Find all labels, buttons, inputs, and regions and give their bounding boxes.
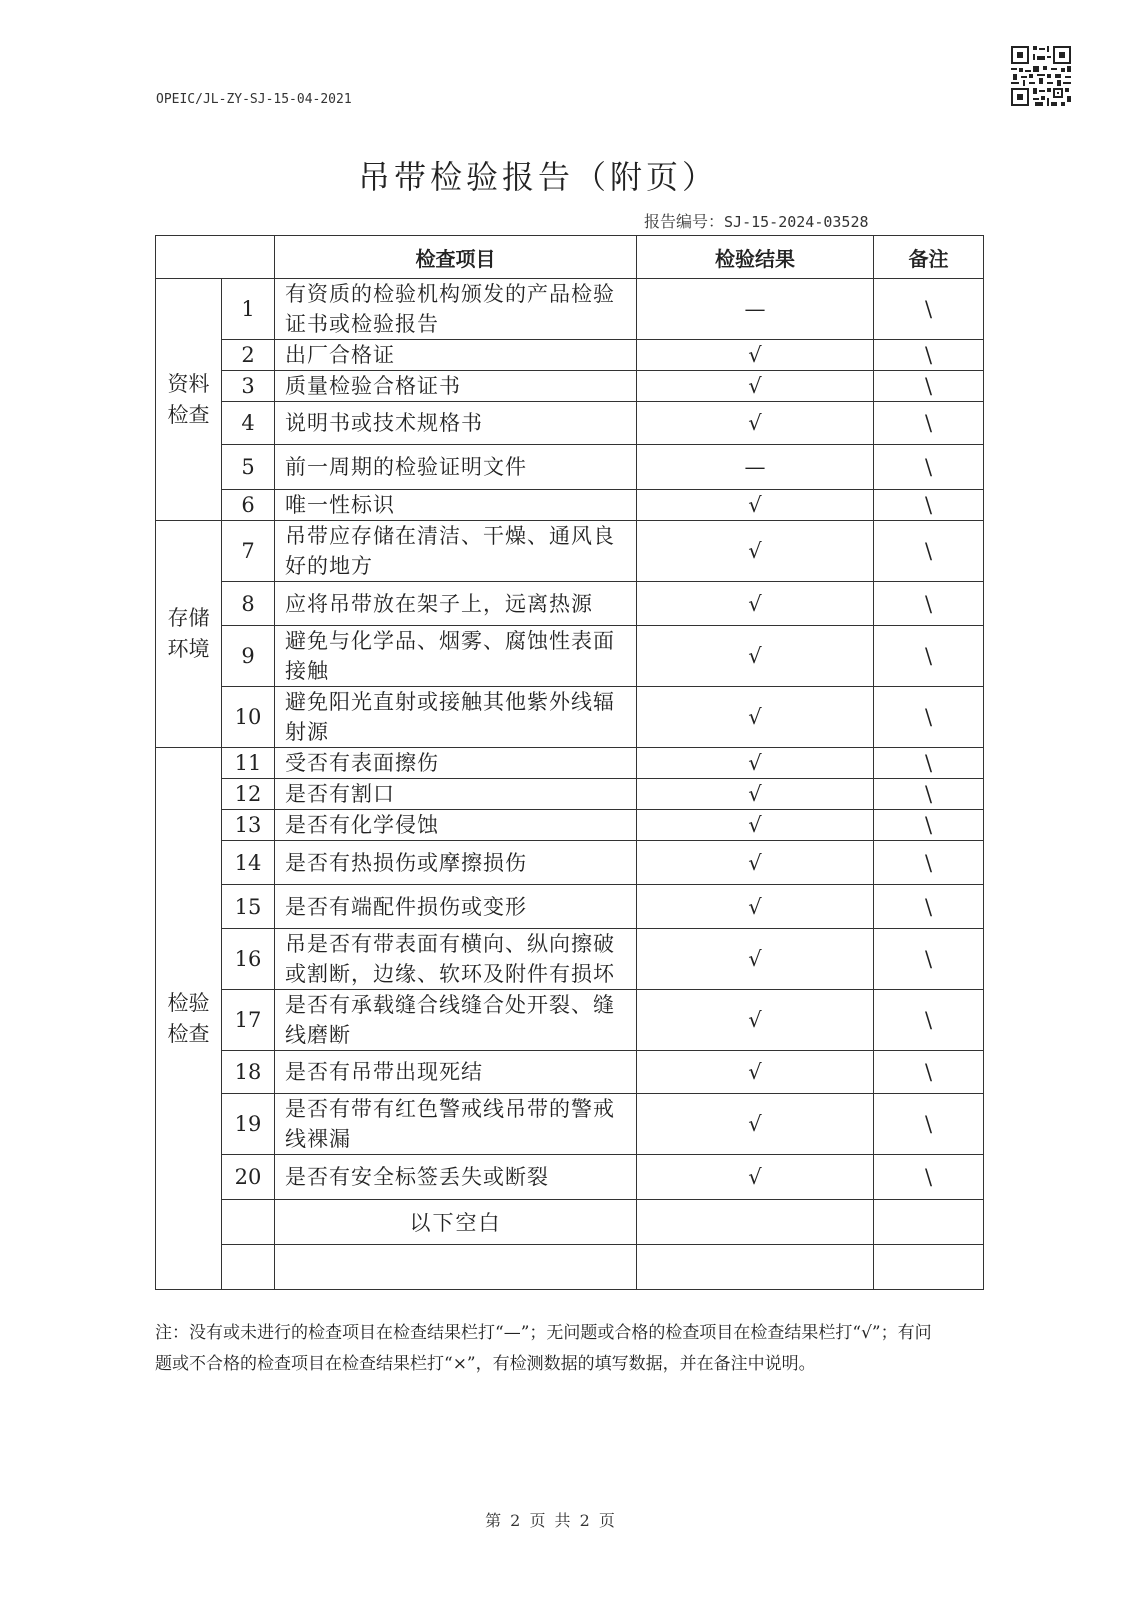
row-result: √	[637, 1094, 874, 1155]
row-result: √	[637, 402, 874, 445]
row-item-text: 是否有安全标签丢失或断裂	[275, 1155, 637, 1200]
row-result: √	[637, 810, 874, 841]
table-row	[156, 445, 984, 490]
row-result: √	[637, 626, 874, 687]
row-number: 4	[222, 402, 275, 445]
row-result: √	[637, 841, 874, 885]
row-remark-empty	[874, 1200, 984, 1245]
category-label-line1: 检验	[167, 990, 210, 1015]
category-label-line1: 存储	[167, 606, 210, 630]
qr-code-icon	[1009, 44, 1073, 108]
row-number: 18	[222, 1051, 275, 1094]
row-item-text: 是否有热损伤或摩擦损伤	[275, 841, 637, 885]
row-number: 9	[222, 626, 275, 687]
row-number: 13	[222, 810, 275, 841]
table-row	[156, 687, 984, 748]
row-number: 12	[222, 779, 275, 810]
row-number: 1	[222, 279, 275, 340]
table-header-row	[156, 236, 984, 279]
table-row	[156, 810, 984, 841]
row-result: √	[637, 582, 874, 626]
report-number-value: SJ-15-2024-03528	[724, 213, 869, 231]
row-result: √	[637, 490, 874, 521]
table-row	[156, 1094, 984, 1155]
table-row	[156, 582, 984, 626]
row-number: 10	[222, 687, 275, 748]
row-item-text: 唯一性标识	[275, 490, 637, 521]
row-remark: \	[874, 445, 984, 490]
category-label-line2: 检查	[167, 402, 210, 427]
table-row	[156, 521, 984, 582]
row-number: 5	[222, 445, 275, 490]
row-result: —	[637, 445, 874, 490]
table-row	[156, 1051, 984, 1094]
table-row	[156, 490, 984, 521]
row-remark: \	[874, 929, 984, 990]
table-row	[156, 748, 984, 779]
row-remark: \	[874, 841, 984, 885]
row-remark: \	[874, 340, 984, 371]
row-remark: \	[874, 810, 984, 841]
row-remark: \	[874, 371, 984, 402]
row-result: √	[637, 748, 874, 779]
table-row	[156, 402, 984, 445]
row-result: √	[637, 371, 874, 402]
row-number-empty	[222, 1200, 275, 1245]
row-result: √	[637, 340, 874, 371]
row-item-text: 吊带应存储在清洁、干燥、通风良好的地方	[275, 521, 637, 582]
row-remark: \	[874, 1094, 984, 1155]
row-number: 8	[222, 582, 275, 626]
table-row	[156, 340, 984, 371]
row-result-empty	[637, 1245, 874, 1290]
row-item-empty	[275, 1245, 637, 1290]
row-item-text: 出厂合格证	[275, 340, 637, 371]
row-number-empty	[222, 1245, 275, 1290]
table-row	[156, 371, 984, 402]
row-number: 15	[222, 885, 275, 929]
row-item-text: 避免阳光直射或接触其他紫外线辐射源	[275, 687, 637, 748]
row-number: 19	[222, 1094, 275, 1155]
table-row	[156, 841, 984, 885]
row-item-text: 前一周期的检验证明文件	[275, 445, 637, 490]
row-remark: \	[874, 1051, 984, 1094]
category-label-line2: 检查	[167, 1021, 210, 1046]
row-remark-empty	[874, 1245, 984, 1290]
row-item-text: 质量检验合格证书	[275, 371, 637, 402]
header-item: 检查项目	[275, 236, 637, 279]
row-remark: \	[874, 748, 984, 779]
row-number: 2	[222, 340, 275, 371]
row-item-text: 是否有化学侵蚀	[275, 810, 637, 841]
row-remark: \	[874, 779, 984, 810]
table-row-empty	[156, 1245, 984, 1290]
row-item-text: 是否有割口	[275, 779, 637, 810]
row-item-text: 是否有带有红色警戒线吊带的警戒线裸漏	[275, 1094, 637, 1155]
table-row	[156, 1155, 984, 1200]
row-item-text: 受否有表面擦伤	[275, 748, 637, 779]
table-row	[156, 885, 984, 929]
inspection-table	[155, 235, 984, 1290]
header-empty-cell	[156, 236, 275, 279]
category-label-line2: 环境	[167, 637, 210, 661]
document-code: OPEIC/JL-ZY-SJ-15-04-2021	[156, 92, 352, 107]
category-label-line1: 资料	[167, 371, 210, 396]
footnote: 注：没有或未进行的检查项目在检查结果栏打“—”；无问题或合格的检查项目在检查结果栏打“√”；有问题或不合格的检查项目在检查结果栏打“×”，有检测数据的填写数据，并在备注中说明。	[155, 1323, 932, 1374]
row-item-text: 吊是否有带表面有横向、纵向擦破或割断，边缘、软环及附件有损坏	[275, 929, 637, 990]
row-result: √	[637, 1051, 874, 1094]
row-result: √	[637, 779, 874, 810]
row-remark: \	[874, 990, 984, 1051]
row-remark: \	[874, 687, 984, 748]
row-number: 17	[222, 990, 275, 1051]
table-row	[156, 929, 984, 990]
page-title: 吊带检验报告（附页）	[357, 158, 718, 196]
row-result: √	[637, 990, 874, 1051]
page-number: 第 2 页 共 2 页	[485, 1511, 615, 1530]
row-remark: \	[874, 885, 984, 929]
row-remark: \	[874, 402, 984, 445]
category-storage-environment	[156, 521, 222, 748]
row-result: √	[637, 1155, 874, 1200]
category-document-check	[156, 279, 222, 521]
row-remark: \	[874, 626, 984, 687]
blank-below-text: 以下空白	[275, 1200, 637, 1245]
table-row	[156, 279, 984, 340]
row-item-text: 是否有端配件损伤或变形	[275, 885, 637, 929]
row-result: √	[637, 687, 874, 748]
row-item-text: 是否有吊带出现死结	[275, 1051, 637, 1094]
row-item-text: 应将吊带放在架子上，远离热源	[275, 582, 637, 626]
table-row	[156, 990, 984, 1051]
row-result: √	[637, 521, 874, 582]
row-remark: \	[874, 490, 984, 521]
row-item-text: 是否有承载缝合线缝合处开裂、缝线磨断	[275, 990, 637, 1051]
table-row-blank-note	[156, 1200, 984, 1245]
table-row	[156, 626, 984, 687]
row-item-text: 有资质的检验机构颁发的产品检验证书或检验报告	[275, 279, 637, 340]
row-result: √	[637, 929, 874, 990]
row-remark: \	[874, 279, 984, 340]
table-row	[156, 779, 984, 810]
row-item-text: 说明书或技术规格书	[275, 402, 637, 445]
row-remark: \	[874, 1155, 984, 1200]
report-number	[644, 209, 869, 232]
header-result: 检验结果	[637, 236, 874, 279]
category-inspection-check	[156, 748, 222, 1290]
row-remark: \	[874, 582, 984, 626]
row-number: 16	[222, 929, 275, 990]
row-result: —	[637, 279, 874, 340]
row-number: 20	[222, 1155, 275, 1200]
header-remark: 备注	[874, 236, 984, 279]
row-result-empty	[637, 1200, 874, 1245]
report-number-label: 报告编号：	[644, 212, 725, 231]
row-number: 11	[222, 748, 275, 779]
row-number: 3	[222, 371, 275, 402]
row-number: 14	[222, 841, 275, 885]
row-number: 6	[222, 490, 275, 521]
row-number: 7	[222, 521, 275, 582]
row-item-text: 避免与化学品、烟雾、腐蚀性表面接触	[275, 626, 637, 687]
row-remark: \	[874, 521, 984, 582]
row-result: √	[637, 885, 874, 929]
